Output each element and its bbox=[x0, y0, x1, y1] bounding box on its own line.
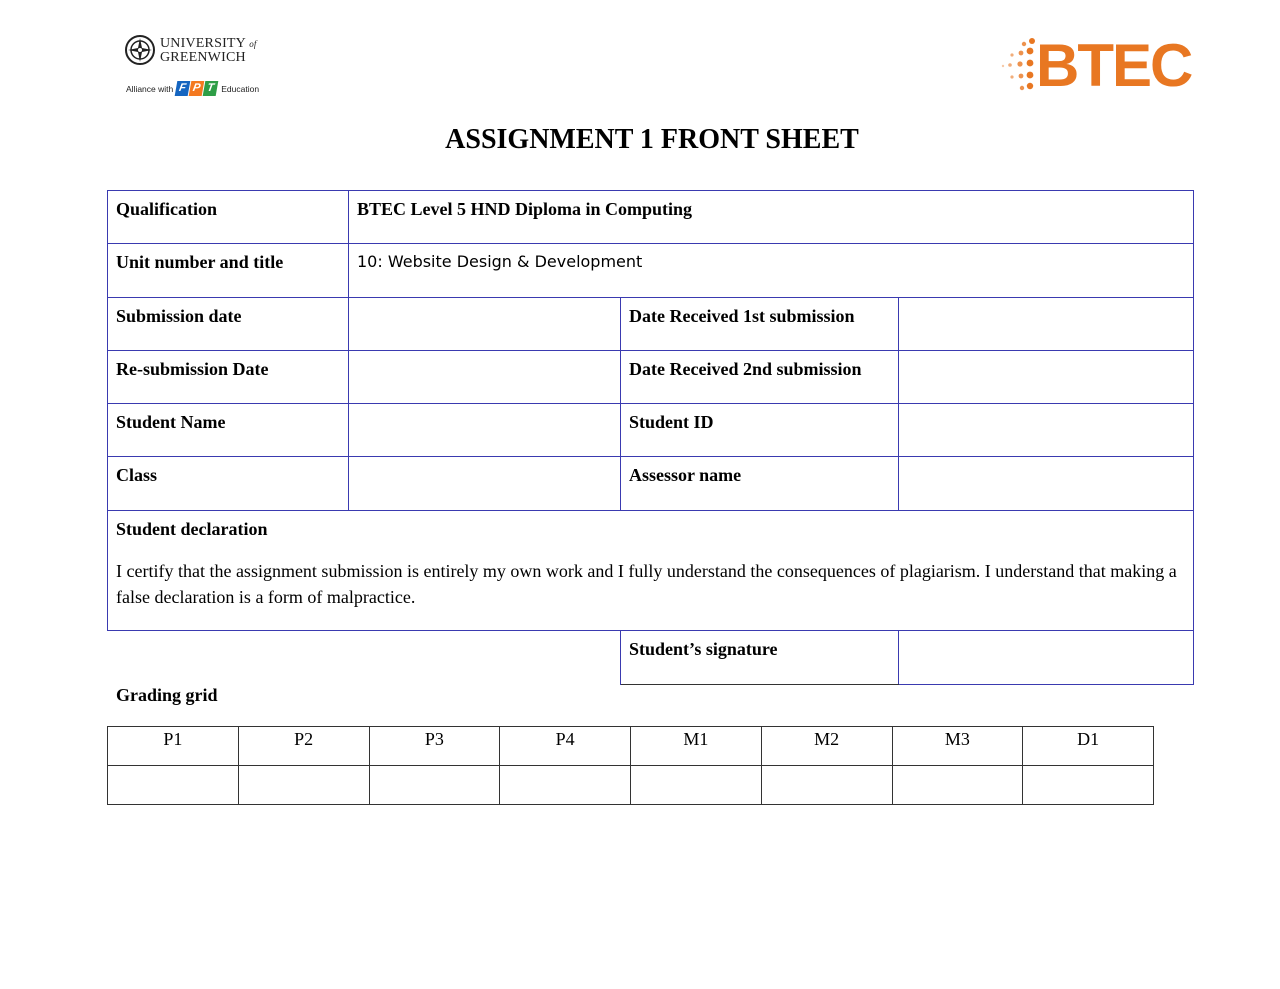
grading-value-row bbox=[108, 766, 1154, 805]
unit-label: Unit number and title bbox=[108, 244, 349, 298]
signature-label: Student’s signature bbox=[621, 631, 899, 685]
qualification-label: Qualification bbox=[108, 191, 349, 244]
grade-cell-p4[interactable] bbox=[500, 766, 631, 805]
greenwich-crest-icon bbox=[124, 34, 156, 66]
signature-spacer bbox=[108, 631, 621, 685]
grading-grid-label: Grading grid bbox=[116, 685, 218, 705]
grade-cell-d1[interactable] bbox=[1023, 766, 1154, 805]
student-id-label: Student ID bbox=[621, 404, 899, 457]
btec-logo bbox=[1000, 32, 1195, 99]
date-received-1-label: Date Received 1st submission bbox=[621, 298, 899, 351]
university-name: UNIVERSITY of GREENWICH bbox=[160, 35, 257, 65]
grade-header-p3: P3 bbox=[369, 727, 500, 766]
declaration-heading: Student declaration bbox=[116, 519, 268, 539]
student-id-field[interactable] bbox=[899, 404, 1194, 457]
signature-row bbox=[108, 631, 1194, 685]
grading-header-row bbox=[108, 727, 1154, 766]
grade-cell-p1[interactable] bbox=[108, 766, 239, 805]
class-label: Class bbox=[108, 457, 349, 511]
submission-date-label: Submission date bbox=[108, 298, 349, 351]
date-received-2-field[interactable] bbox=[899, 351, 1194, 404]
declaration-text: I certify that the assignment submission is entirely my own work and I fully understand the consequences of plagiarism. I understand that making a false declaration is a form of malpractice. bbox=[116, 561, 1177, 607]
unit-value: 10: Website Design & Development bbox=[349, 244, 1194, 298]
student-name-label: Student Name bbox=[108, 404, 349, 457]
university-of-greenwich-logo bbox=[124, 34, 264, 104]
btec-dots-icon bbox=[1000, 36, 1040, 98]
grade-header-m3: M3 bbox=[892, 727, 1023, 766]
grading-grid bbox=[107, 726, 1154, 805]
btec-wordmark: BTEC bbox=[1036, 32, 1192, 99]
fpt-alliance bbox=[126, 81, 259, 96]
grade-header-d1: D1 bbox=[1023, 727, 1154, 766]
student-row bbox=[108, 404, 1194, 457]
grade-cell-m1[interactable] bbox=[631, 766, 762, 805]
fpt-letter-f: F bbox=[175, 81, 191, 96]
education-text: Education bbox=[221, 83, 260, 94]
fpt-logo bbox=[176, 81, 218, 96]
class-field[interactable] bbox=[349, 457, 621, 511]
resubmission-date-field[interactable] bbox=[349, 351, 621, 404]
grade-header-p4: P4 bbox=[500, 727, 631, 766]
qualification-value: BTEC Level 5 HND Diploma in Computing bbox=[349, 191, 1194, 244]
grade-header-m2: M2 bbox=[761, 727, 892, 766]
assessor-field[interactable] bbox=[899, 457, 1194, 511]
student-declaration bbox=[108, 511, 1194, 631]
date-received-1-field[interactable] bbox=[899, 298, 1194, 351]
fpt-letter-p: P bbox=[189, 81, 205, 96]
resubmission-date-label: Re-submission Date bbox=[108, 351, 349, 404]
date-received-2-label: Date Received 2nd submission bbox=[621, 351, 899, 404]
student-name-field[interactable] bbox=[349, 404, 621, 457]
assessor-label: Assessor name bbox=[621, 457, 899, 511]
submission-row bbox=[108, 298, 1194, 351]
grade-cell-m2[interactable] bbox=[761, 766, 892, 805]
unit-row bbox=[108, 244, 1194, 298]
grade-header-m1: M1 bbox=[631, 727, 762, 766]
front-sheet-table bbox=[107, 190, 1194, 685]
class-row bbox=[108, 457, 1194, 511]
grade-cell-m3[interactable] bbox=[892, 766, 1023, 805]
grade-header-p2: P2 bbox=[238, 727, 369, 766]
grade-cell-p2[interactable] bbox=[238, 766, 369, 805]
resubmission-row bbox=[108, 351, 1194, 404]
alliance-text: Alliance with bbox=[126, 83, 174, 94]
signature-field[interactable] bbox=[899, 631, 1194, 685]
submission-date-field[interactable] bbox=[349, 298, 621, 351]
declaration-row bbox=[108, 511, 1194, 631]
page-title: ASSIGNMENT 1 FRONT SHEET bbox=[445, 124, 859, 155]
qualification-row bbox=[108, 191, 1194, 244]
fpt-letter-t: T bbox=[203, 81, 219, 96]
grade-header-p1: P1 bbox=[108, 727, 239, 766]
grade-cell-p3[interactable] bbox=[369, 766, 500, 805]
